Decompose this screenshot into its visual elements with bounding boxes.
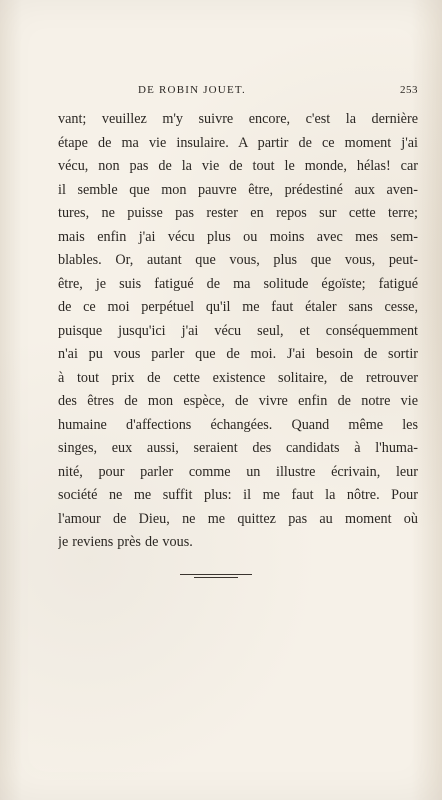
text-line: étape de ma vie insulaire. A partir de ce moment j'ai bbox=[58, 134, 418, 151]
text-line: société ne me suffit plus: il me faut la nôtre. Pour bbox=[58, 487, 418, 503]
text-line: être, je suis fatigué de ma solitude égoïste; fatigué bbox=[58, 275, 418, 292]
text-line: puisque jusqu'ici j'ai vécu seul, et conséquemment bbox=[58, 322, 418, 339]
running-header bbox=[78, 84, 418, 100]
text-line: vécu, non pas de la vie de tout le monde, hélas! car bbox=[58, 158, 418, 174]
text-line: humaine d'affections échangées. Quand même les bbox=[58, 416, 418, 433]
text-line: nité, pour parler comme un illustre écrivain, leur bbox=[58, 463, 418, 480]
text-line: il semble que mon pauvre être, prédestiné aux aven- bbox=[58, 181, 418, 198]
text-line: mais enfin j'ai vécu plus ou moins avec mes sem- bbox=[58, 228, 418, 245]
text-line: des êtres de mon espèce, de vivre enfin de notre vie bbox=[58, 393, 418, 409]
body-text bbox=[58, 108, 418, 555]
text-line: n'ai pu vous parler que de moi. J'ai besoin de sortir bbox=[58, 346, 418, 362]
text-line: tures, ne puisse pas rester en repos sur cette terre; bbox=[58, 205, 418, 221]
text-line: vant; veuillez m'y suivre encore, c'est la dernière bbox=[58, 111, 418, 127]
text-line: blables. Or, autant que vous, plus que vous, peut- bbox=[58, 252, 418, 268]
text-line: l'amour de Dieu, ne me quittez pas au moment où bbox=[58, 510, 418, 527]
text-line-last: je reviens près de vous. bbox=[58, 534, 193, 550]
running-title: DE ROBIN JOUET. bbox=[138, 84, 246, 96]
text-line: à tout prix de cette existence solitaire, de retrouver bbox=[58, 369, 418, 386]
page-number: 253 bbox=[400, 84, 418, 96]
text-line: de ce moi perpétuel qu'il me faut étaler sans cesse, bbox=[58, 299, 418, 315]
bleed-through-texture bbox=[110, 598, 370, 678]
text-line: singes, eux aussi, seraient des candidats à l'huma- bbox=[58, 440, 418, 456]
section-end-rule bbox=[180, 574, 252, 575]
